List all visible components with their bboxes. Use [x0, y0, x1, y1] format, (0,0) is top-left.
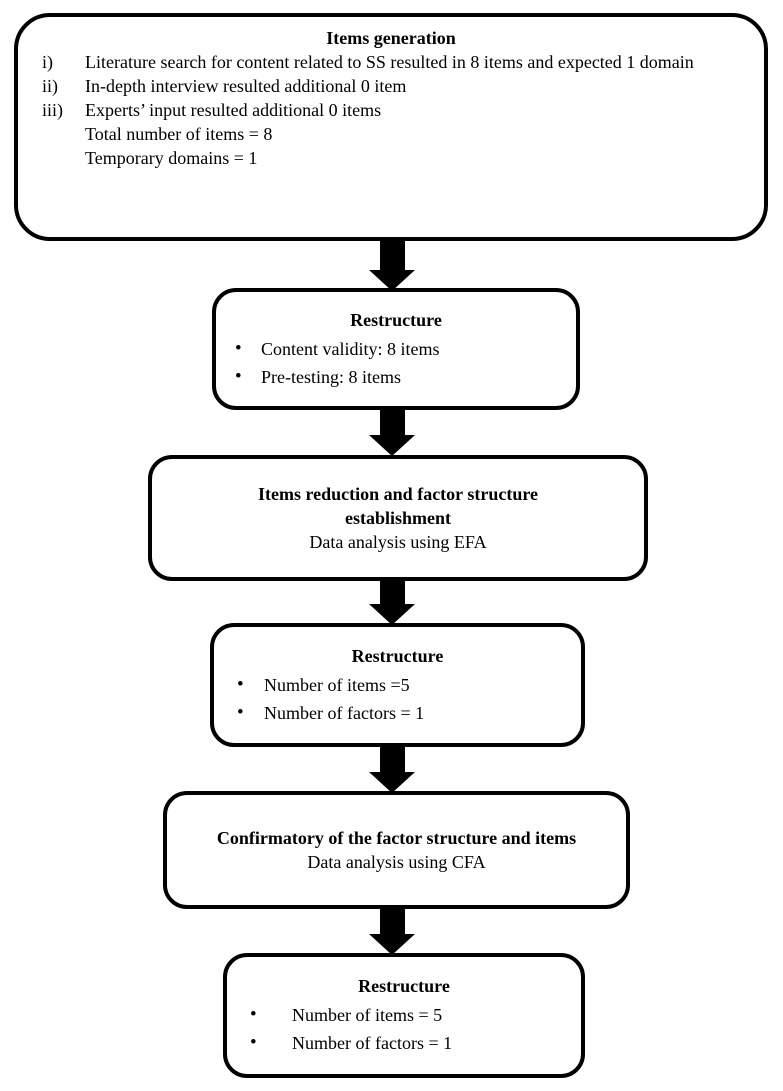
- list-item: [216, 335, 576, 363]
- box-restructure-1: [212, 288, 580, 410]
- arrow-head: [369, 772, 415, 793]
- down-arrow-icon: [369, 239, 415, 291]
- arrow-stem: [380, 239, 405, 270]
- box-restructure-2-title: Restructure: [351, 645, 444, 666]
- arrow-stem: [380, 408, 405, 435]
- box-items-reduction-efa-subtitle: Data analysis using EFA: [309, 532, 487, 552]
- bullet-icon: •: [235, 365, 242, 387]
- list-item-text: Number of factors = 1: [264, 702, 425, 723]
- bullet-icon: •: [235, 337, 242, 359]
- list-item: [18, 50, 764, 74]
- list-item: [227, 1029, 581, 1057]
- list-marker: [42, 146, 85, 170]
- list-item-text: Pre-testing: 8 items: [261, 366, 401, 387]
- bullet-icon: •: [250, 1004, 257, 1025]
- list-item: [214, 671, 581, 699]
- list-marker: iii): [42, 100, 63, 120]
- list-item-text: Temporary domains = 1: [85, 148, 258, 168]
- box-restructure-3-title: Restructure: [358, 976, 450, 996]
- list-item: [18, 98, 764, 122]
- list-item-text: Number of items =5: [264, 674, 410, 695]
- bullet-icon: •: [250, 1032, 257, 1053]
- list-item-text: Number of factors = 1: [292, 1033, 453, 1053]
- list-item: [216, 363, 576, 391]
- list-item-text: Content validity: 8 items: [261, 338, 440, 359]
- list-item-text: Literature search for content related to SS resulted in 8 items and expected 1 domain: [85, 52, 694, 72]
- arrow-head: [369, 934, 415, 955]
- down-arrow-icon: [369, 907, 415, 955]
- box-confirmatory-cfa: [163, 791, 630, 909]
- list-item: [214, 699, 581, 727]
- list-item-text: Experts’ input resulted additional 0 items: [85, 100, 382, 120]
- box-items-generation: [14, 13, 768, 241]
- bullet-icon: •: [237, 701, 244, 723]
- arrow-stem: [380, 745, 405, 772]
- list-marker: ii): [42, 76, 58, 96]
- list-marker: [42, 122, 85, 146]
- list-item-text: Number of items = 5: [292, 1005, 443, 1025]
- arrow-stem: [380, 579, 405, 604]
- list-marker: i): [42, 52, 53, 72]
- list-item-text: In-depth interview resulted additional 0 item: [85, 76, 407, 96]
- list-item: [227, 1001, 581, 1029]
- arrow-stem: [380, 907, 405, 934]
- box-items-reduction-efa: [148, 455, 648, 581]
- box-restructure-3: [223, 953, 585, 1078]
- list-item-text: Total number of items = 8: [85, 124, 273, 144]
- arrow-head: [369, 604, 415, 625]
- list-item: [18, 122, 764, 146]
- down-arrow-icon: [369, 745, 415, 793]
- box-items-reduction-efa-title: Items reduction and factor structure establishment: [258, 484, 538, 528]
- bullet-icon: •: [237, 673, 244, 695]
- box-confirmatory-cfa-title: Confirmatory of the factor structure and items: [216, 828, 577, 848]
- box-restructure-2: [210, 623, 585, 747]
- arrow-head: [369, 435, 415, 456]
- down-arrow-icon: [369, 408, 415, 456]
- box-confirmatory-cfa-subtitle: Data analysis using CFA: [307, 852, 486, 872]
- down-arrow-icon: [369, 579, 415, 625]
- list-item: [18, 74, 764, 98]
- box-items-generation-title: Items generation: [326, 28, 456, 48]
- list-item: [18, 146, 764, 170]
- box-restructure-1-title: Restructure: [350, 309, 442, 330]
